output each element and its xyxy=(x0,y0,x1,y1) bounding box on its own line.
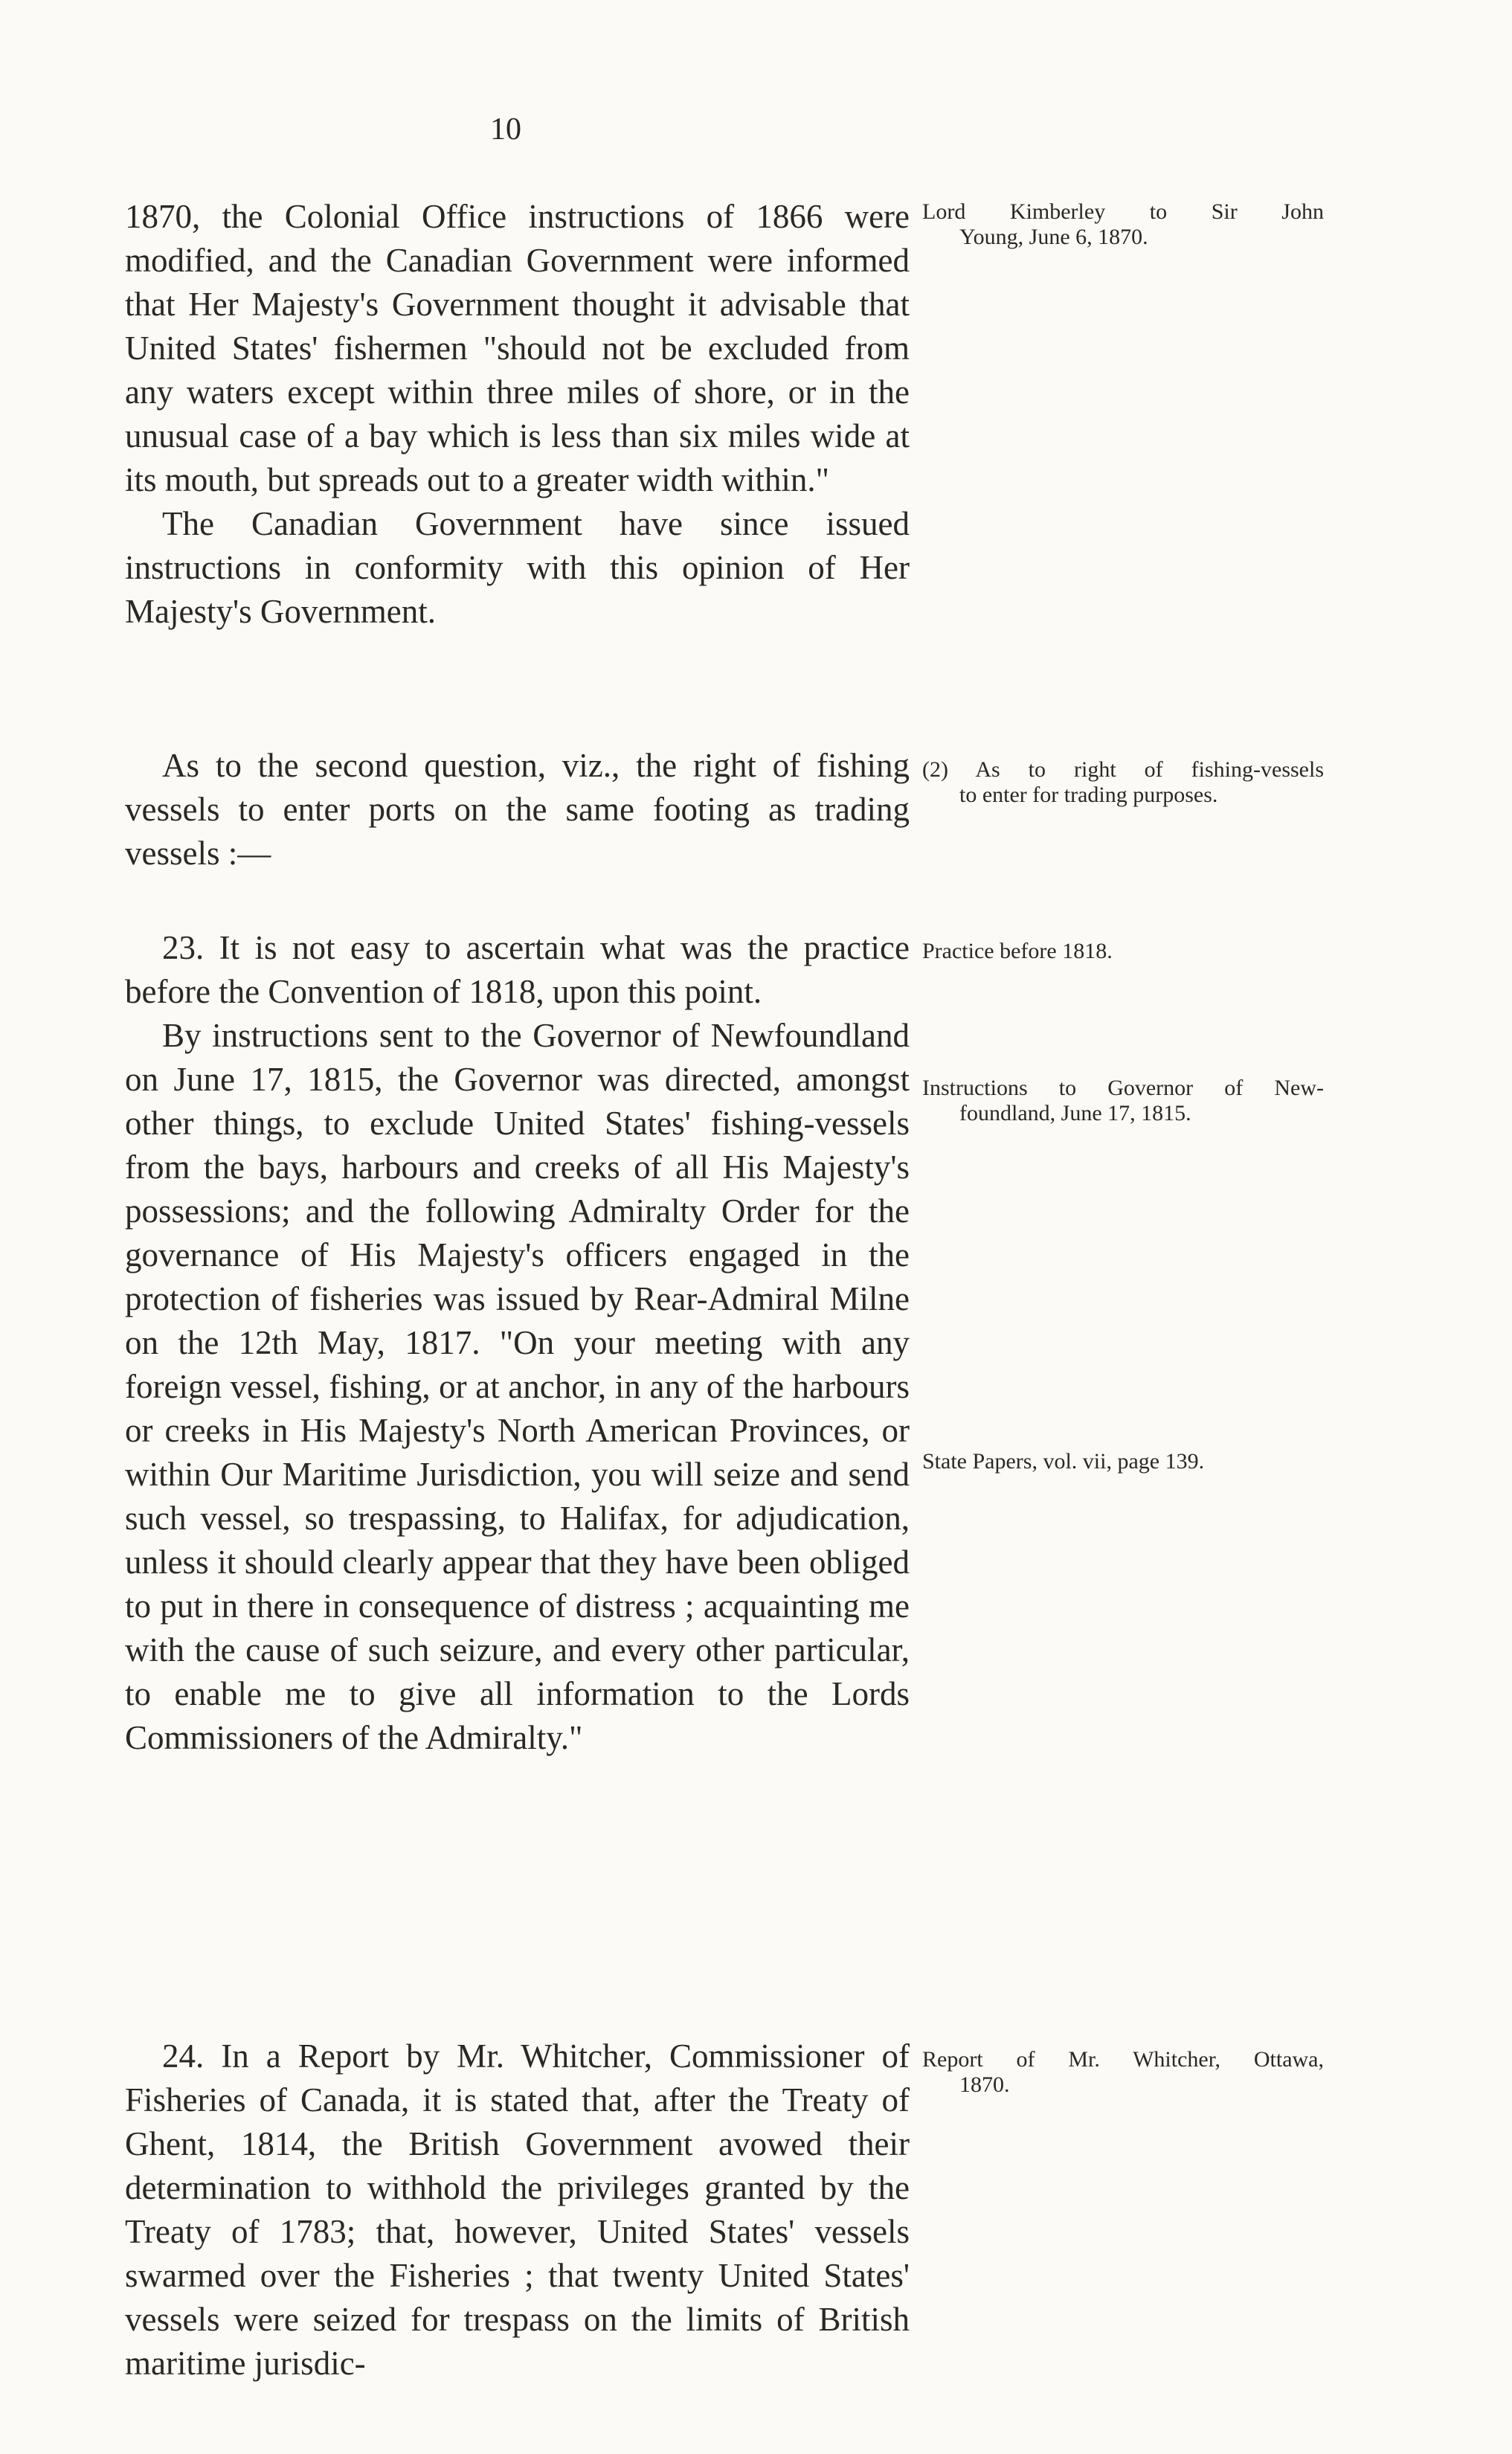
margin-note-practice-1818 xyxy=(922,939,1324,964)
paragraph-24: 24. In a Report by Mr. Whitcher, Commissioner of Fisheries of Canada, it is stated that, after the Treaty of Ghent, 1814, the British Government avowed their determination to withhold the privileges granted by the Treaty of 1783; that, however, United States' vessels swarmed over the Fisheries ; that twenty United States' vessels were seized for trespass on the limits of British maritime jurisdic- xyxy=(125,2037,910,2382)
margin-note-line: Young, June 6, 1870. xyxy=(959,225,1148,249)
paragraph-1870-instructions: 1870, the Colonial Office instructions of 1866 were modified, and the Canadian Government were informed that Her Majesty's Government thought it advisable that United States' fishermen "should not be excluded from any waters except within three miles of shore, or in the unusual case of a bay which is less than six miles wide at its mouth, but spreads out to a greater width within." xyxy=(125,198,910,498)
body-text-block-1 xyxy=(125,195,910,634)
margin-note-line: 1870. xyxy=(959,2072,1010,2097)
body-text-block-2 xyxy=(125,744,910,876)
paragraph-second-question: As to the second question, viz., the right of fishing vessels to enter ports on the same footing as trading vessels :— xyxy=(125,747,910,872)
margin-note-line: Report of Mr. Whitcher, Ottawa, xyxy=(922,2047,1324,2072)
margin-note-line: to enter for trading purposes. xyxy=(959,783,1218,807)
body-text-block-3 xyxy=(125,926,910,1760)
margin-note-newfoundland xyxy=(922,1076,1324,1126)
margin-note-whitcher xyxy=(922,2047,1324,2098)
margin-note-line: Instructions to Governor of New- xyxy=(922,1076,1324,1100)
page-number: 10 xyxy=(490,112,521,147)
paragraph-newfoundland-instructions: By instructions sent to the Governor of Newfoundland on June 17, 1815, the Governor was directed, amongst other things, to exclude United States' fishing-vessels from the bays, harbours and creeks of all His Majesty's possessions; and the following Admiralty Order for the governance of His Majesty's officers engaged in the protection of fisheries was issued by Rear-Admiral Milne on the 12th May, 1817. "On your meeting with any foreign vessel, fishing, or at anchor, in any of the harbours or creeks in His Majesty's North American Provinces, or within Our Maritime Jurisdiction, you will seize and send such vessel, so trespassing, to Halifax, for adjudication, unless it should clearly appear that they have been obliged to put in there in consequence of distress ; acquainting me with the cause of such seizure, and every other particular, to enable me to give all information to the Lords Commissioners of the Admiralty." xyxy=(125,1017,910,1756)
margin-note-kimberley xyxy=(922,199,1324,250)
margin-note-state-papers xyxy=(922,1449,1324,1474)
margin-note-line: (2) As to right of fishing-vessels xyxy=(922,757,1324,782)
margin-note-fishing-vessels xyxy=(922,757,1324,808)
body-text-block-4 xyxy=(125,2034,910,2386)
margin-note-line: Lord Kimberley to Sir John xyxy=(922,199,1324,224)
margin-note-line: Practice before 1818. xyxy=(922,939,1113,963)
paragraph-canadian-instructions: The Canadian Government have since issued instructions in conformity with this opinion of Her Majesty's Government. xyxy=(125,505,910,630)
margin-note-line: State Papers, vol. vii, page 139. xyxy=(922,1449,1205,1474)
margin-note-line: foundland, June 17, 1815. xyxy=(959,1101,1191,1125)
paragraph-23: 23. It is not easy to ascertain what was the practice before the Convention of 1818, upon this point. xyxy=(125,929,910,1010)
